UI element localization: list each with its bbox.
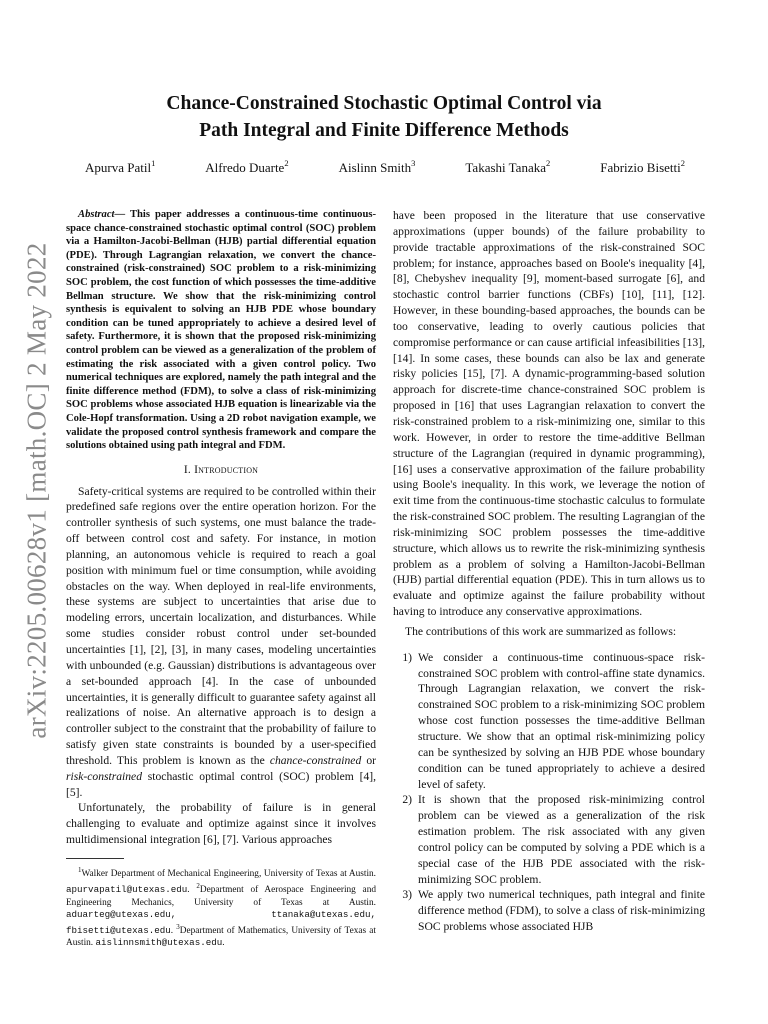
email-link[interactable]: aduarteg@utexas.edu, ttanaka@utexas.edu, fbisetti@utexas.edu [66,908,376,937]
footnote-marker: 3 [176,922,180,931]
emphasis-risk-constrained: risk-constrained [66,769,142,783]
title-line-2: Path Integral and Finite Difference Methods [199,120,569,141]
author-name: Apurva Patil [84,160,152,175]
list-number: 1) [402,650,412,664]
author-name: Aislinn Smith [338,160,412,175]
list-item [393,792,705,887]
footnote-text: Department of Aerospace Engineering and Engineering Mechanics, University of Texas at Austin. [66,885,376,908]
author-affiliation: 1 [151,158,156,168]
author-name: Fabrizio Bisetti [600,160,681,175]
abstract-dash: — [114,209,130,220]
author-affiliation: 2 [680,158,685,168]
author [205,160,288,176]
list-text: We apply two numerical techniques, path integral and finite difference method (FDM), to solve a class of risk-minimizing SOC problems whose associated HJB [418,888,705,934]
author [465,160,550,176]
footnote-affiliations: $^1$Walker Department of Mechanical Engineering, University of Texas at Austin. apurvapatil@utexas.edu. $^2$Department of Aerospace Engineering and Engineering Mechanics, University of Texas at Austin. aduarteg@utexas.edu, ttanaka@utexas.edu, fbisetti@utexas.edu. $^3$Department of Mathematics, University of Texas at Austin. aislinnsmith@utexas.edu. [66,865,377,949]
author-list [60,160,710,176]
section-number: I. [183,462,195,476]
emphasis-chance-constrained: chance-constrained [269,753,362,767]
list-text: It is shown that the proposed risk-minimizing control problem can be viewed as a generalization of the risk estimation problem. The risk associated with any given control policy can be computed by solving a PDE which is a special case of the HJB PDE associated with the risk-minimizing SOC problem. [418,793,705,886]
footnote-marker: 2 [196,882,200,891]
author [600,160,685,176]
author [85,160,155,176]
section-heading-introduction [66,462,376,478]
arxiv-stamp-text: arXiv:2205.00628v1 [math.OC] 2 May 2022 [21,241,52,739]
paper-title [100,90,668,144]
abstract-label: Abstract [78,209,115,220]
arxiv-stamp [12,241,62,739]
abstract-text: This paper addresses a continuous-time continuous-space chance-constrained stochastic optimal control (SOC) problem via a Hamilton-Jacobi-Bellman (HJB) partial differential equation (PDE). Through Lagrangian relaxation, we convert the chance-constrained (risk-constrained) SOC problem to a risk-minimizing SOC problem, the cost function of which possesses the time-additive Bellman structure. We show that the risk-minimizing control synthesis is equivalent to solving an HJB PDE whose boundary condition can be tuned appropriately to achieve a desired level of safety. Furthermore, it is shown that the proposed risk-minimizing control problem can be viewed as a generalization of the problem of estimating the risk associated with a given control policy. Two numerical techniques are explored, namely the path integral and the finite difference method (FDM), to solve a class of risk-minimizing SOC problems whose associated HJB equation is linearizable via the Cole-Hopf transformation. Using a 2D robot navigation example, we validate the proposed control synthesis framework and compare the solutions obtained using path integral and FDM. [66,209,376,452]
author-affiliation: 2 [284,158,289,168]
footnote-text: Walker Department of Mechanical Engineering, University of Texas at Austin. [81,869,376,880]
list-text: We consider a continuous-time continuous-space risk-constrained SOC problem with control-affine state dynamics. Through Lagrangian relaxation, we convert the risk-constrained SOC problem to a risk-minimizing SOC problem whose cost function possesses the time-additive Bellman structure. We show that an optimal risk-minimizing policy can be synthesized by solving an HJB PDE whose boundary condition can be tuned appropriately to achieve a desired level of safety. [418,650,705,791]
author-name: Alfredo Duarte [205,160,285,175]
right-paragraph-1: have been proposed in the literature that use conservative approximations (upper bounds) of the failure probability to provide tractable approximations of the risk-constrained SOC problem; for instance, approaches based on Boole's inequality [4], [8], Chebyshev inequality [9], moment-based surrogate [6], and stochastic control barrier functions (CBFs) [10], [11], [12]. However, in these bounding-based approaches, the bounds can be too conservative, leading to overly cautious policies that compromise performance or can cause artificial infeasibilities [13], [14]. In some cases, these bounds can also be lax and generate risky policies [15], [7]. A dynamic-programming-based solution approach for discrete-time chance-constrained SOC problem is proposed in [16] that uses Lagrangian relaxation to convert the risk-constrained problem to a risk-minimizing one, similar to this work. However, in order to restore the time-additive Bellman structure of the Lagrangian (required in dynamic programming), [16] uses a conservative approximation of the failure probability using Boole's inequality. In this work, we leverage the notion of exit time from the continuous-time stochastic calculus to formulate the risk-constrained SOC problem. The resulting Lagrangian of the risk-minimizing SOC problem possesses the time-additive structure, which allows us to rewrite the risk-minimizing synthesis problem as a problem of solving a Hamilton-Jacobi-Bellman (HJB) partial differential equation (PDE). This in turn allows us to evaluate and optimize against the failure probability without having to introduce any conservative approximations. [393,209,705,619]
author-affiliation: 3 [411,158,416,168]
footnote-text: Department of Mathematics, University of Texas at Austin. [66,926,377,949]
intro-text: Safety-critical systems are required to be controlled within their predefined safe regions over the entire operation horizon. For the controller synthesis of such systems, one must balance the trade-off between control cost and safety. For instance, in motion planning, an autonomous vehicle is required to reach a goal position with minimum fuel or time consumption, while avoiding obstacles on the way. When deployed in real-life environments, these systems are subject to uncertainties that arise due to modeling errors, uncertain localization, and disturbances. While some studies consider robust control under set-bounded uncertainties [1], [2], [3], in many cases, modeling uncertainties with unbounded (e.g. Gaussian) distributions is advantageous over a set-bounded approach [4]. In the case of unbounded uncertainties, it is generally difficult to guarantee safety against all realizations of noise. An alternative approach is to design a controller subject to the constraint that the probability of failure to satisfy given state constraints is bounded by a user-specified threshold. This problem is known as the [66,484,376,767]
contributions-list [393,650,705,935]
left-column [66,208,376,949]
title-line-1: Chance-Constrained Stochastic Optimal Control via [166,93,602,114]
intro-paragraph-2: Unfortunately, the probability of failure is in general challenging to evaluate and optimize against since it involves multidimensional integration [6], [7]. Various approaches [66,801,376,847]
author [339,160,416,176]
author-affiliation: 2 [546,158,551,168]
footnote-divider [66,858,124,859]
intro-paragraph-1 [66,484,376,801]
list-item [393,650,705,793]
list-number: 2) [402,793,412,807]
email-link[interactable]: apurvapatil@utexas.edu [66,884,188,896]
intro-text: stochastic optimal control (SOC) problem [4], [5]. [66,769,376,799]
intro-text: or [361,753,376,767]
contributions-intro: The contributions of this work are summarized as follows: [405,624,677,638]
section-title: Introduction [194,462,259,476]
right-column [393,208,705,935]
email-link[interactable]: aislinnsmith@utexas.edu [95,937,223,949]
abstract [66,208,376,453]
footnote-marker: 1 [78,865,82,874]
author-name: Takashi Tanaka [465,160,546,175]
list-item [393,887,705,935]
list-number: 3) [402,888,412,902]
